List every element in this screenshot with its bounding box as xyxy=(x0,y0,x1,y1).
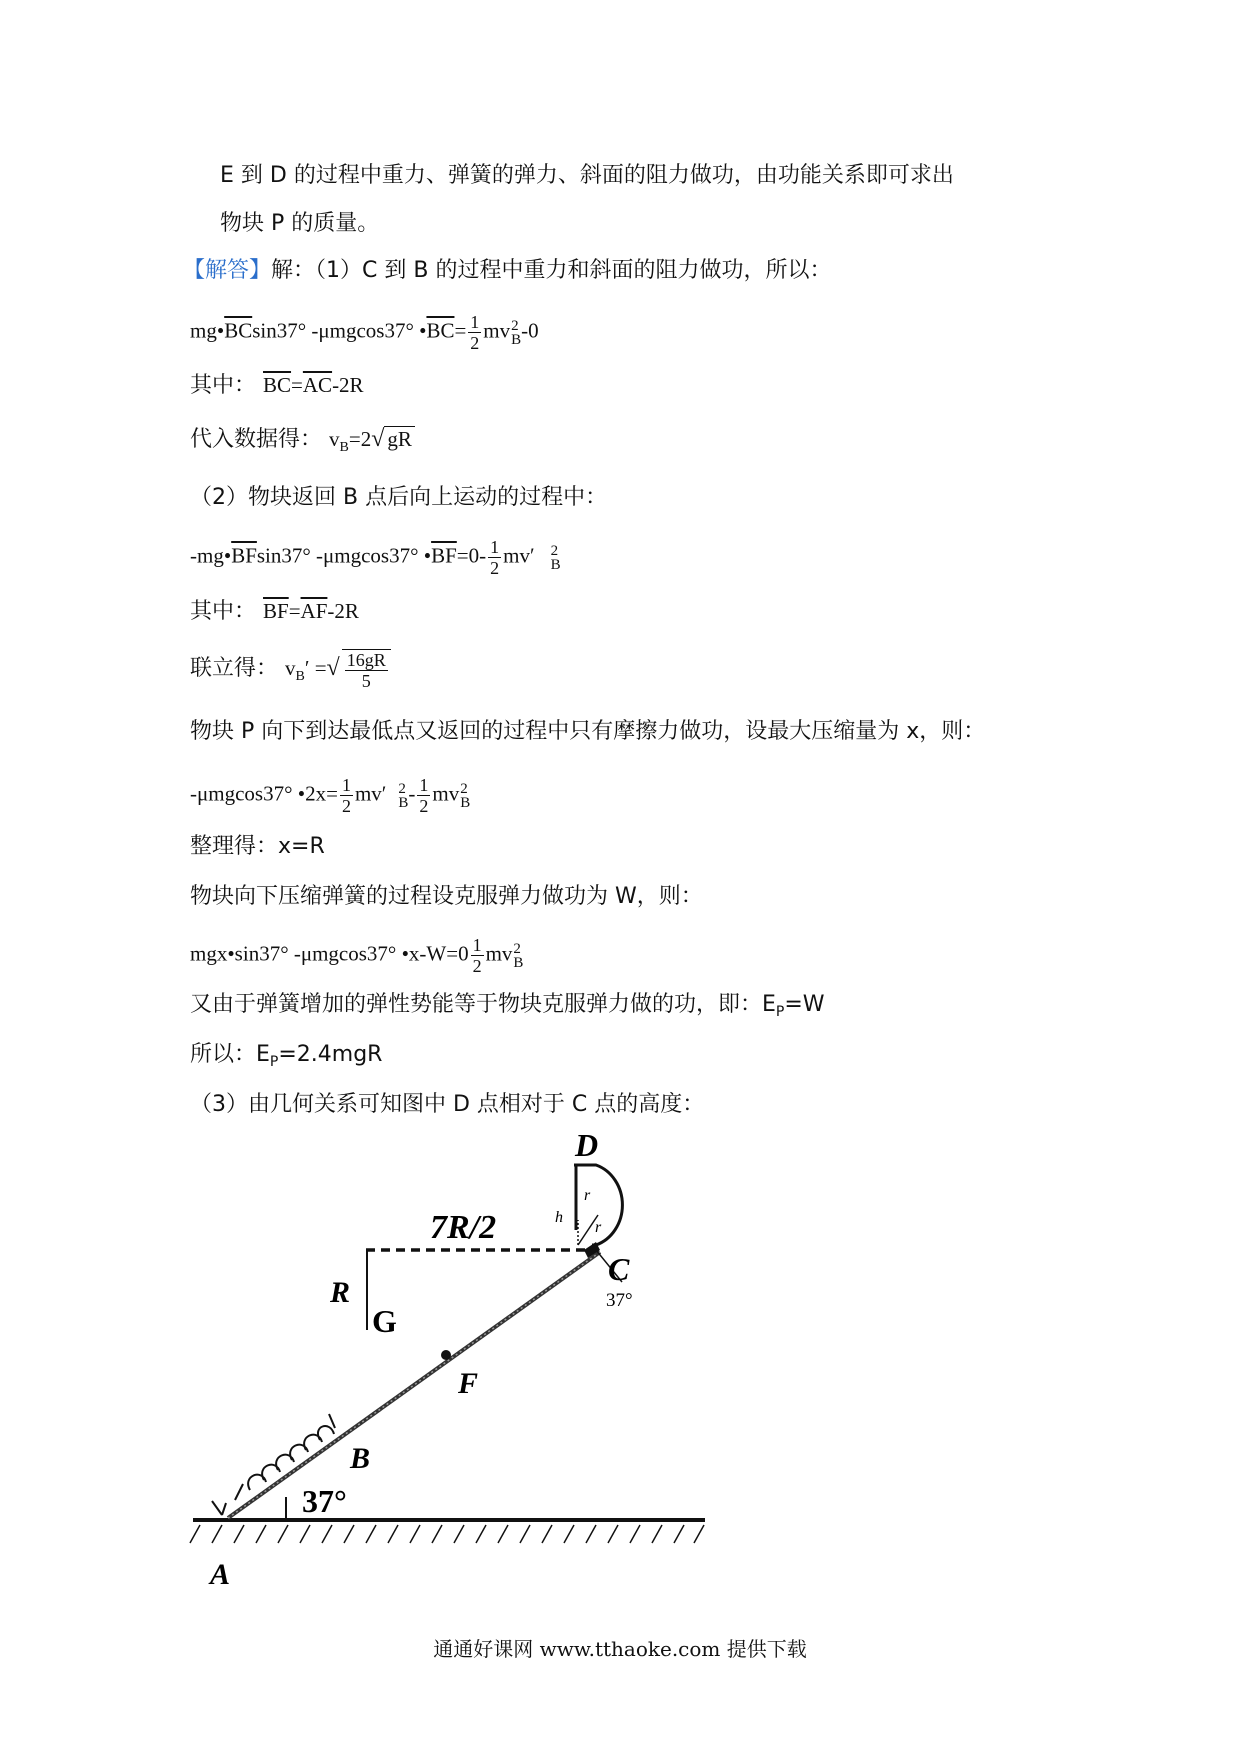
eq-text: mg• xyxy=(190,318,225,343)
label-text: 联立得： xyxy=(190,655,279,681)
eq-text: mv xyxy=(485,941,513,966)
label-d: D xyxy=(575,1127,599,1163)
label-text: 其中： xyxy=(190,599,257,624)
eq-text: v xyxy=(329,427,340,451)
label-c: C xyxy=(608,1251,630,1287)
label-text: =2.4mgR xyxy=(278,1042,383,1067)
segment-bf: $\overline{BF}$ xyxy=(263,599,289,623)
eq-text: -μmgcos37° •2x= xyxy=(190,781,338,806)
eq-text: =0- xyxy=(456,543,487,568)
label-angle-c: 37° xyxy=(606,1290,633,1311)
eq-text: mv′ xyxy=(354,781,387,806)
subscript: B xyxy=(513,954,524,971)
subscript: P xyxy=(269,1054,279,1070)
superscript: 2 xyxy=(511,317,519,334)
radicand: gR xyxy=(384,426,415,451)
eq-text: -2R xyxy=(332,373,364,397)
eq-text: sin37° -μmgcos37° • xyxy=(252,318,427,343)
text-line: 物块 P 的质量。 xyxy=(220,211,380,236)
footer-source: 通通好课网 www.tthaoke.com 提供下载 xyxy=(433,1637,807,1661)
numerator: 1 xyxy=(490,537,500,557)
denominator: 2 xyxy=(419,796,429,816)
label-b: B xyxy=(350,1442,371,1475)
eq-text: mv′ xyxy=(503,543,535,568)
eq-text: - xyxy=(408,781,416,806)
segment-bf: $\overline{BF}$ xyxy=(431,543,457,568)
subscript: B xyxy=(550,556,561,573)
label-text: 其中： xyxy=(190,373,257,398)
eq-text: mv xyxy=(432,781,460,806)
segment-ac: $\overline{AC}$ xyxy=(302,373,333,397)
eq-text: -2R xyxy=(327,599,359,623)
denominator: 2 xyxy=(490,558,500,578)
label-r-small: r xyxy=(584,1187,591,1204)
segment-af: $\overline{AF}$ xyxy=(300,599,328,623)
eq-text: = xyxy=(454,318,467,343)
eq-text: = xyxy=(288,599,301,623)
text-line: 整理得：x=R xyxy=(190,834,325,859)
text-line: 物块 P 向下到达最低点又返回的过程中只有摩擦力做功，设最大压缩量为 x，则： xyxy=(190,719,986,744)
label-text: 又由于弹簧增加的弹性势能等于物块克服弹力做的功，即：E xyxy=(190,992,776,1017)
radical-sign: √ xyxy=(371,426,385,452)
label-a: A xyxy=(210,1558,231,1591)
subscript: B xyxy=(511,331,522,348)
label-text: =W xyxy=(784,992,825,1017)
eq-text: mgx•sin37° -μmgcos37° •x-W=0 xyxy=(190,941,469,966)
numerator: 1 xyxy=(472,935,482,955)
subscript: B xyxy=(460,794,471,811)
label-text: 所以：E xyxy=(190,1042,270,1067)
label-text: 代入数据得： xyxy=(190,427,323,452)
text-line: （2）物块返回 B 点后向上运动的过程中： xyxy=(190,485,608,510)
incline-track xyxy=(228,1252,600,1518)
superscript: 2 xyxy=(513,940,521,957)
denominator: 2 xyxy=(341,796,351,816)
radical-sign: √ xyxy=(326,654,340,681)
denominator: 2 xyxy=(472,956,482,976)
eq-text: sin37° -μmgcos37° • xyxy=(256,543,432,568)
subscript: B xyxy=(339,440,349,455)
denominator: 5 xyxy=(361,671,371,691)
segment-bf: $\overline{BF}$ xyxy=(231,543,257,568)
label-angle-a: 37° xyxy=(302,1483,347,1519)
label-7r2: 7R/2 xyxy=(430,1209,497,1246)
label-r-small: r xyxy=(595,1219,602,1236)
text-line: 物块向下压缩弹簧的过程设克服弹力做功为 W，则： xyxy=(190,884,703,909)
eq-text: -mg• xyxy=(190,543,232,568)
label-f: F xyxy=(458,1367,479,1400)
eq-text: =2 xyxy=(348,427,372,451)
text-line: E 到 D 的过程中重力、弹簧的弹力、斜面的阻力做功，由功能关系即可求出 xyxy=(220,163,954,188)
point-f xyxy=(441,1350,451,1360)
segment-bc: $\overline{BC}$ xyxy=(224,318,253,343)
eq-text: = xyxy=(291,373,303,397)
ground-hatching xyxy=(190,1525,704,1543)
subscript: B xyxy=(295,668,305,684)
text-line: （3）由几何关系可知图中 D 点相对于 C 点的高度： xyxy=(190,1092,705,1117)
segment-bc: $\overline{BC}$ xyxy=(426,318,455,343)
answer-tag: 【解答】 xyxy=(183,258,272,283)
label-h: h xyxy=(555,1209,563,1226)
numerator: 1 xyxy=(470,312,480,332)
superscript: 2 xyxy=(398,780,406,797)
numerator: 1 xyxy=(419,775,429,795)
denominator: 2 xyxy=(470,333,480,353)
label-g: G xyxy=(372,1303,397,1339)
subscript: B xyxy=(398,794,409,811)
superscript: 2 xyxy=(550,542,559,559)
eq-text: ′ = xyxy=(304,655,327,680)
eq-text: -0 xyxy=(521,318,539,343)
segment-bc: $\overline{BC}$ xyxy=(263,373,292,397)
answer-text: 解：（1）C 到 B 的过程中重力和斜面的阻力做功，所以： xyxy=(271,258,832,283)
eq-text: mv xyxy=(483,318,511,343)
superscript: 2 xyxy=(460,780,468,797)
eq-text: v xyxy=(285,655,296,680)
numerator: 16gR xyxy=(346,650,386,670)
label-r: R xyxy=(330,1276,351,1309)
numerator: 1 xyxy=(341,775,351,795)
subscript: P xyxy=(775,1004,785,1020)
